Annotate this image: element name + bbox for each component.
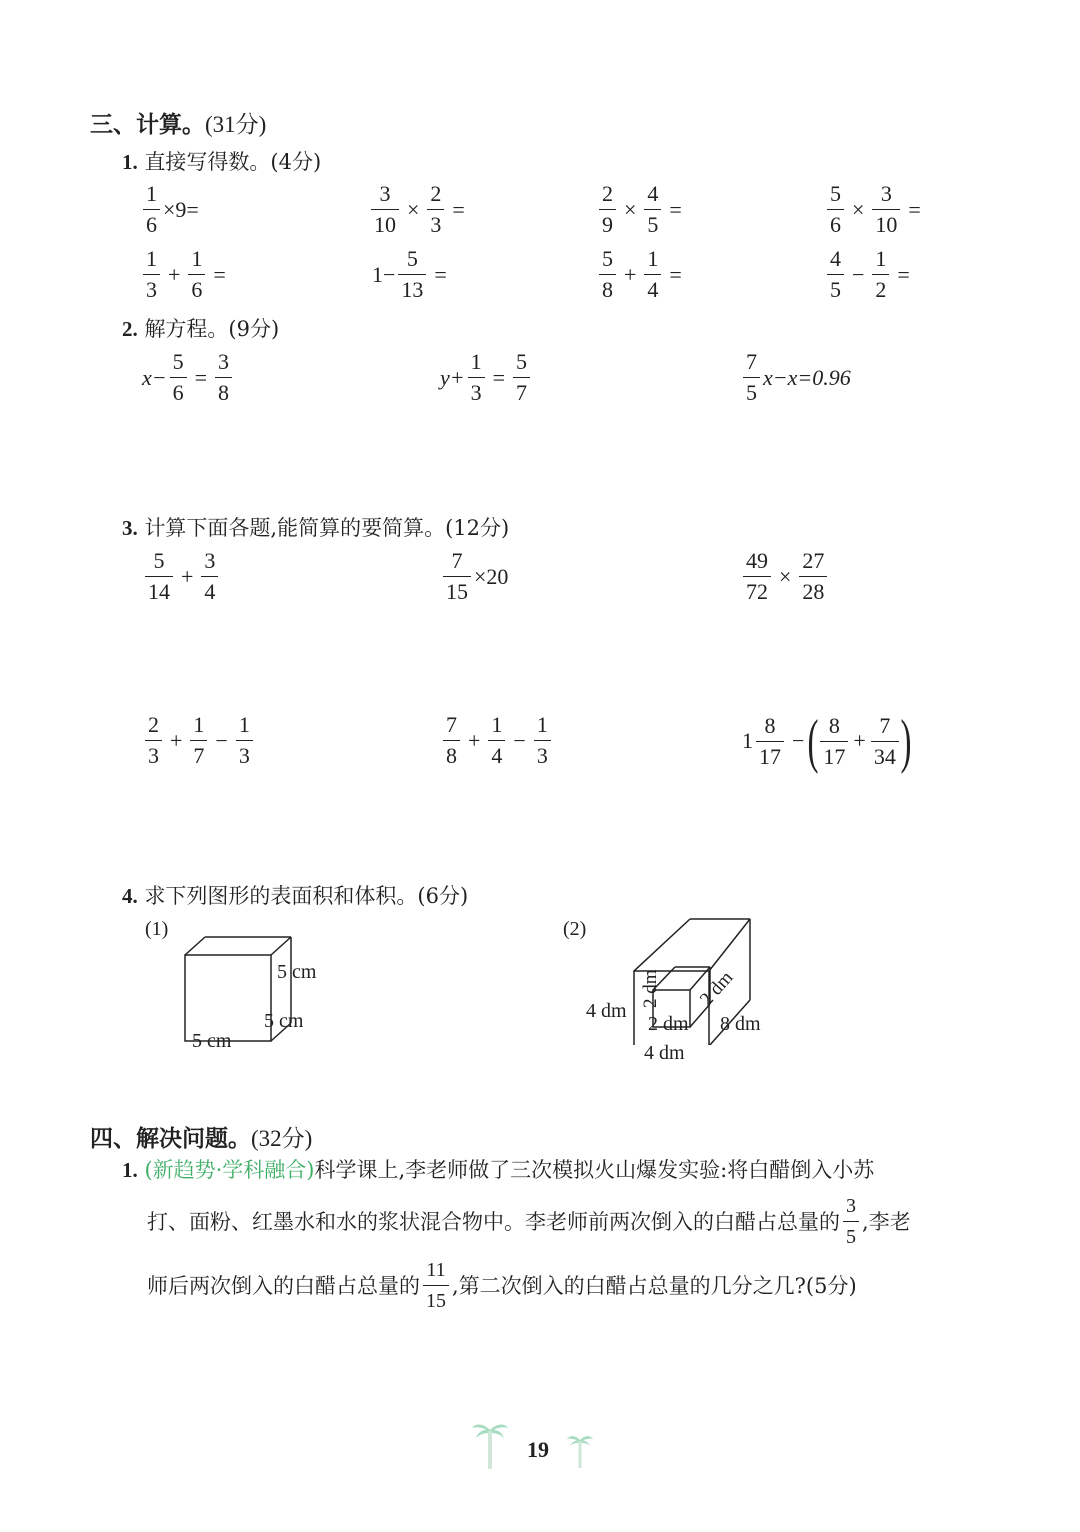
q1-item-8: $\frac{4}{5}$ − $\frac{1}{2}$ = — [824, 245, 915, 304]
problem-text: 打、面粉、红墨水和水的浆状混合物中。李老师前两次倒入的白醋占总量的 — [147, 1209, 840, 1234]
question-text: 求下列图形的表面积和体积。(6分) — [144, 884, 469, 908]
fraction: $\frac{5}{8}$ — [599, 245, 616, 304]
q3-expression-3: $\frac{49}{72}$ × $\frac{27}{28}$ — [740, 547, 830, 606]
fraction: $\frac{11}{15}$ — [423, 1256, 449, 1315]
question-text: 计算下面各题,能简算的要简算。(12分) — [144, 516, 510, 540]
section-title: 四、解决问题。 — [90, 1126, 251, 1152]
fraction: $\frac{3}{4}$ — [201, 547, 218, 606]
q3-expression-5: $\frac{7}{8}$ + $\frac{1}{4}$ − $\frac{1}{3}$ — [440, 711, 554, 770]
fraction: $\frac{7}{34}$ — [871, 712, 899, 771]
fraction: $\frac{1}{4}$ — [488, 711, 505, 770]
fraction: $\frac{1}{3}$ — [468, 348, 485, 407]
fraction: $\frac{8}{17}$ — [820, 712, 848, 771]
question-2-heading — [122, 313, 279, 343]
problem-number: 1. — [122, 1158, 138, 1182]
fraction: $\frac{5}{13}$ — [398, 245, 426, 304]
section-4-heading — [90, 1120, 312, 1153]
problem-1-line-2 — [147, 1192, 911, 1251]
q1-item-6: 1− $\frac{5}{13}$ = — [372, 246, 447, 302]
left-paren: ( — [807, 708, 819, 774]
fraction: $\frac{7}{8}$ — [443, 711, 460, 770]
fraction: $\frac{5}{7}$ — [513, 348, 530, 407]
fraction: $\frac{2}{3}$ — [145, 711, 162, 770]
q3-expression-6: 1 $\frac{8}{17}$ − ( $\frac{8}{17}$ + $\frac{7}{34}$ ) — [742, 708, 912, 774]
expr-text: ×9= — [163, 196, 199, 222]
page-number: 19 — [527, 1437, 549, 1462]
inner-width-label: 2 dm — [648, 1013, 689, 1035]
fraction: $\frac{7}{15}$ — [443, 547, 471, 606]
section-title: 三、计算。 — [90, 112, 205, 138]
question-4-heading — [122, 880, 468, 910]
question-number: 4. — [122, 884, 138, 908]
question-text: 直接写得数。(4分) — [144, 150, 322, 174]
q2-equation-2: y+ $\frac{1}{3}$ = $\frac{5}{7}$ — [440, 348, 533, 407]
fraction: $\frac{8}{17}$ — [756, 712, 784, 771]
q2-equation-1: x− $\frac{5}{6}$ = $\frac{3}{8}$ — [142, 348, 235, 407]
inner-height-label: 2 dm — [640, 969, 661, 1008]
fraction: $\frac{3}{5}$ — [843, 1192, 859, 1251]
fraction: $\frac{5}{6}$ — [170, 348, 187, 407]
q2-equation-3: $\frac{7}{5}$ x−x=0.96 — [740, 348, 851, 407]
fraction: $\frac{1}{3}$ — [236, 711, 253, 770]
cube-width-label: 5 cm — [192, 1030, 232, 1052]
palm-tree-icon — [566, 1432, 594, 1470]
fraction: $\frac{3}{10}$ — [371, 180, 399, 239]
question-number: 2. — [122, 317, 138, 341]
q1-item-2: $\frac{3}{10}$ × $\frac{2}{3}$ = — [368, 180, 470, 239]
question-number: 3. — [122, 516, 138, 540]
fraction: $\frac{7}{5}$ — [743, 348, 760, 407]
fraction: $\frac{1}{6}$ — [143, 180, 160, 239]
fraction: $\frac{5}{6}$ — [827, 180, 844, 239]
question-number: 1. — [122, 150, 138, 174]
topic-tag: (新趋势·学科融合) — [144, 1158, 315, 1182]
q3-expression-4: $\frac{2}{3}$ + $\frac{1}{7}$ − $\frac{1}{3}$ — [142, 711, 256, 770]
q1-item-3: $\frac{2}{9}$ × $\frac{4}{5}$ = — [596, 180, 687, 239]
fraction: $\frac{1}{3}$ — [534, 711, 551, 770]
figure-1-label: (1) — [145, 918, 169, 940]
fraction: $\frac{4}{5}$ — [644, 180, 661, 239]
prism-depth-label: 8 dm — [720, 1013, 761, 1035]
fraction: $\frac{49}{72}$ — [743, 547, 771, 606]
palm-tree-icon — [470, 1418, 510, 1473]
figure-2-label: (2) — [563, 918, 587, 940]
fraction: $\frac{4}{5}$ — [827, 245, 844, 304]
fraction: $\frac{1}{4}$ — [644, 245, 661, 304]
inner-depth-label: 2 dm — [696, 967, 738, 1011]
fraction: $\frac{1}{6}$ — [188, 245, 205, 304]
question-1-heading — [122, 146, 321, 176]
cube-depth-label: 5 cm — [264, 1010, 304, 1032]
fraction: $\frac{2}{3}$ — [427, 180, 444, 239]
q1-item-7: $\frac{5}{8}$ + $\frac{1}{4}$ = — [596, 245, 687, 304]
q3-expression-2: $\frac{7}{15}$ ×20 — [440, 547, 508, 606]
q1-item-5: $\frac{1}{3}$ + $\frac{1}{6}$ = — [140, 245, 231, 304]
q1-item-1 — [140, 180, 199, 239]
section-3-heading — [90, 106, 266, 139]
question-3-heading — [122, 512, 509, 542]
problem-text: 科学课上,李老师做了三次模拟火山爆发实验:将白醋倒入小苏 — [314, 1158, 875, 1182]
fraction: $\frac{3}{10}$ — [872, 180, 900, 239]
q3-expression-1: $\frac{5}{14}$ + $\frac{3}{4}$ — [142, 547, 221, 606]
q1-item-4: $\frac{5}{6}$ × $\frac{3}{10}$ = — [824, 180, 926, 239]
fraction: $\frac{1}{7}$ — [190, 711, 207, 770]
problem-1-line-1 — [122, 1155, 874, 1185]
prism-height-label: 4 dm — [586, 1000, 627, 1022]
fraction: $\frac{1}{3}$ — [143, 245, 160, 304]
section-points: (32分) — [251, 1126, 313, 1151]
prism-width-label: 4 dm — [644, 1042, 685, 1064]
problem-text: 师后两次倒入的白醋占总量的 — [147, 1273, 420, 1298]
cube-height-label: 5 cm — [277, 961, 317, 983]
question-text: 解方程。(9分) — [144, 317, 280, 341]
right-paren: ) — [900, 708, 912, 774]
section-points: (31分) — [205, 112, 267, 137]
problem-1-line-3 — [147, 1256, 857, 1315]
fraction: $\frac{1}{2}$ — [872, 245, 889, 304]
fraction: $\frac{27}{28}$ — [799, 547, 827, 606]
fraction: $\frac{2}{9}$ — [599, 180, 616, 239]
problem-text: ,李老 — [862, 1209, 911, 1234]
fraction: $\frac{3}{8}$ — [215, 348, 232, 407]
fraction: $\frac{5}{14}$ — [145, 547, 173, 606]
problem-text: ,第二次倒入的白醋占总量的几分之几?(5分) — [452, 1273, 857, 1298]
